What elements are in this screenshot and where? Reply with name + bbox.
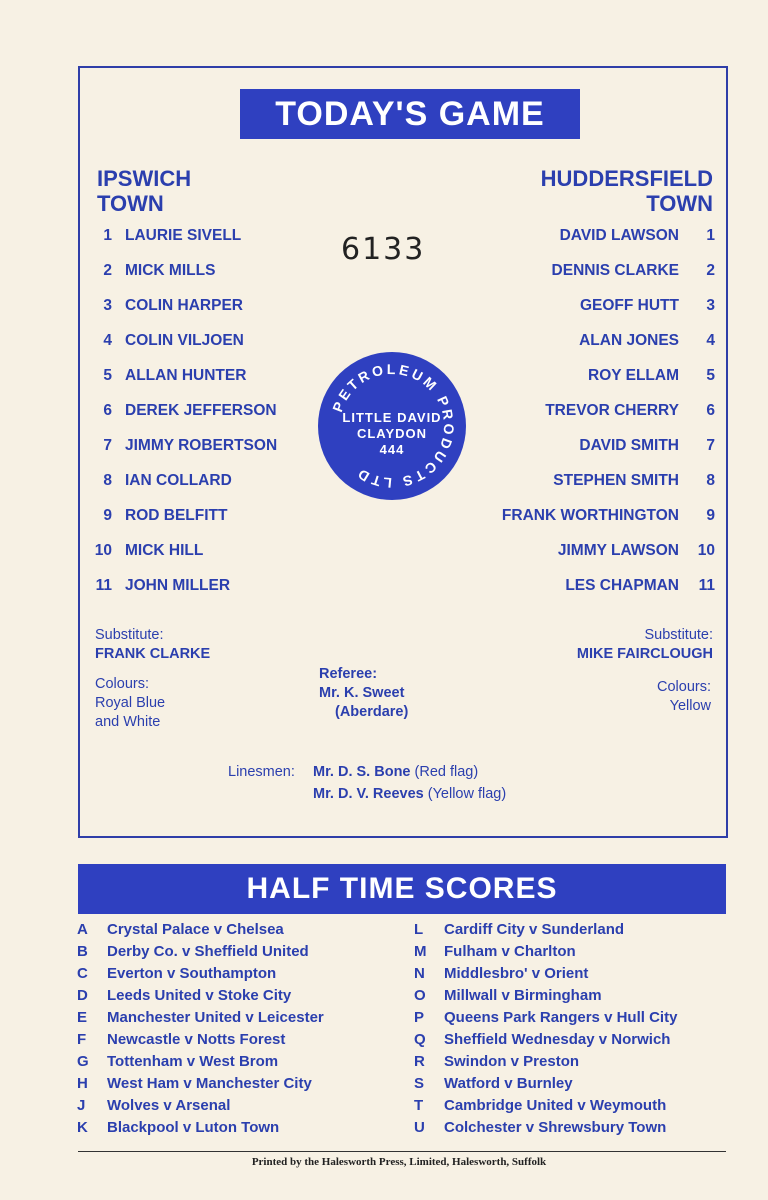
home-player-row — [90, 506, 350, 526]
fixture-letter: D — [77, 987, 88, 1004]
player-number: 11 — [95, 577, 112, 594]
player-name: COLIN HARPER — [125, 297, 243, 314]
player-name: DENNIS CLARKE — [551, 262, 679, 279]
player-number: 5 — [103, 367, 112, 384]
home-player-row — [90, 401, 350, 421]
player-number: 6 — [103, 402, 112, 419]
fixture-match: Swindon v Preston — [444, 1053, 580, 1070]
stamp-line1: LITTLE DAVID — [342, 410, 442, 425]
stamp-line2: CLAYDON — [356, 426, 428, 441]
player-name: TREVOR CHERRY — [545, 402, 679, 419]
player-number: 8 — [706, 472, 715, 489]
fixture-match: Manchester United v Leicester — [107, 1009, 324, 1026]
home-player-row — [90, 436, 350, 456]
fixture-letter: C — [77, 965, 88, 982]
player-name: MICK MILLS — [125, 262, 216, 279]
fixture-letter: K — [77, 1119, 88, 1136]
player-number: 10 — [94, 542, 112, 559]
fixture-match: Sheffield Wednesday v Norwich — [444, 1031, 671, 1048]
fixture-match: Cambridge United v Weymouth — [444, 1097, 667, 1114]
fixture-letter: N — [414, 965, 425, 982]
player-number: 11 — [698, 577, 715, 594]
player-number: 10 — [697, 542, 715, 559]
player-name: MICK HILL — [125, 542, 204, 559]
player-name: JIMMY LAWSON — [557, 542, 679, 559]
player-number: 1 — [103, 227, 112, 244]
away-substitute-name: MIKE FAIRCLOUGH — [576, 646, 713, 662]
away-colours-label: Colours: — [657, 679, 711, 695]
home-colours-line1: Royal Blue — [95, 695, 166, 711]
home-colours-line2: and White — [95, 714, 161, 730]
petroleum-stamp — [318, 352, 466, 500]
home-player-row — [90, 366, 350, 386]
player-name: GEOFF HUTT — [579, 297, 679, 314]
fixture-match: Crystal Palace v Chelsea — [107, 921, 284, 938]
fixture-letter: H — [77, 1075, 88, 1092]
home-team-name-line2: TOWN — [97, 191, 164, 216]
fixture-letter: M — [414, 943, 427, 960]
player-name: DEREK JEFFERSON — [125, 402, 277, 419]
away-team-name — [541, 166, 713, 216]
away-player-row — [415, 506, 715, 526]
referee-block — [319, 665, 408, 722]
fixture-letter: B — [77, 943, 88, 960]
printer-credit: Printed by the Halesworth Press, Limited, Halesworth, Suffolk — [251, 1156, 547, 1168]
fixture-match: Queens Park Rangers v Hull City — [444, 1009, 678, 1026]
away-player-row — [415, 226, 715, 246]
player-name: ALLAN HUNTER — [125, 367, 247, 384]
player-name: LES CHAPMAN — [565, 577, 679, 594]
fixture-match: Colchester v Shrewsbury Town — [444, 1119, 667, 1136]
player-name: COLIN VILJOEN — [125, 332, 244, 349]
home-colours — [95, 675, 165, 732]
away-player-row — [415, 576, 715, 596]
fixture-match: West Ham v Manchester City — [107, 1075, 312, 1092]
fixture-letter: J — [77, 1097, 86, 1114]
player-name: ROY ELLAM — [588, 367, 679, 384]
home-player-row — [90, 331, 350, 351]
fixture-letter: U — [414, 1119, 425, 1136]
fixture-letter: O — [414, 987, 426, 1004]
half-time-title: HALF TIME SCORES — [78, 864, 726, 914]
player-number: 2 — [706, 262, 715, 279]
player-number: 8 — [103, 472, 112, 489]
home-player-row — [90, 261, 350, 281]
linesman-1-name: Mr. D. S. Bone — [313, 764, 411, 780]
stamp-center — [318, 410, 466, 458]
away-substitute-label: Substitute: — [644, 627, 713, 643]
fixture-match: Watford v Burnley — [444, 1075, 573, 1092]
home-player-row — [90, 471, 350, 491]
away-team-name-line1: HUDDERSFIELD — [540, 166, 713, 191]
player-number: 4 — [706, 332, 715, 349]
player-number: 5 — [706, 367, 715, 384]
linesman-2 — [313, 785, 506, 804]
referee-name: Mr. K. Sweet — [319, 685, 405, 701]
away-player-row — [415, 261, 715, 281]
fixture-match: Everton v Southampton — [107, 965, 277, 982]
home-player-row — [90, 576, 350, 596]
linesman-2-name: Mr. D. V. Reeves — [313, 786, 424, 802]
player-name: IAN COLLARD — [125, 472, 232, 489]
home-player-row — [90, 296, 350, 316]
player-name: ROD BELFITT — [125, 507, 228, 524]
player-number: 3 — [706, 297, 715, 314]
stamp-ring-label: PETROLEUM PRODUCTS LTD — [329, 360, 458, 492]
linesman-2-flag: (Yellow flag) — [427, 786, 507, 802]
fixture-letter: G — [77, 1053, 89, 1070]
away-colours-line1: Yellow — [669, 698, 711, 714]
player-number: 2 — [103, 262, 112, 279]
fixture-letter: E — [77, 1009, 88, 1026]
fixture-letter: L — [414, 921, 424, 938]
home-player-row — [90, 226, 350, 246]
player-number: 9 — [103, 507, 112, 524]
home-player-row — [90, 541, 350, 561]
fixture-letter: R — [414, 1053, 425, 1070]
fixture-letter: T — [414, 1097, 424, 1114]
player-name: STEPHEN SMITH — [553, 472, 679, 489]
fixture-letter: P — [414, 1009, 425, 1026]
referee-label: Referee: — [319, 666, 378, 682]
stamp-line3: 444 — [379, 442, 405, 457]
footer-divider — [78, 1151, 726, 1152]
fixture-match: Tottenham v West Brom — [107, 1053, 279, 1070]
player-name: ALAN JONES — [579, 332, 679, 349]
away-player-row — [415, 296, 715, 316]
fixture-letter: Q — [414, 1031, 426, 1048]
player-number: 7 — [706, 437, 715, 454]
player-number: 4 — [103, 332, 112, 349]
away-substitute — [577, 626, 713, 664]
player-number: 6 — [706, 402, 715, 419]
player-number: 1 — [706, 227, 715, 244]
player-number: 7 — [103, 437, 112, 454]
player-number: 3 — [103, 297, 112, 314]
player-name: DAVID LAWSON — [559, 227, 679, 244]
linesman-1-flag: (Red flag) — [414, 764, 479, 780]
linesman-1 — [313, 763, 478, 782]
player-name: JIMMY ROBERTSON — [125, 437, 278, 454]
fixture-match: Fulham v Charlton — [444, 943, 576, 960]
fixture-letter: F — [77, 1031, 87, 1048]
away-colours — [657, 678, 711, 716]
fixture-match: Derby Co. v Sheffield United — [107, 943, 309, 960]
fixture-letter: S — [414, 1075, 425, 1092]
linesmen-label: Linesmen: — [228, 764, 295, 780]
fixture-match: Wolves v Arsenal — [107, 1097, 231, 1114]
away-player-row — [415, 331, 715, 351]
home-substitute-label: Substitute: — [95, 627, 164, 643]
fixture-letter: A — [77, 921, 88, 938]
home-team-name-line1: IPSWICH — [97, 166, 192, 191]
page-title: TODAY'S GAME — [240, 89, 580, 139]
fixture-match: Newcastle v Notts Forest — [107, 1031, 286, 1048]
player-name: DAVID SMITH — [579, 437, 679, 454]
fixture-match: Millwall v Birmingham — [444, 987, 602, 1004]
away-player-row — [415, 541, 715, 561]
fixture-match: Middlesbro' v Orient — [444, 965, 589, 982]
player-name: JOHN MILLER — [125, 577, 231, 594]
player-name: FRANK WORTHINGTON — [501, 507, 679, 524]
home-substitute-name: FRANK CLARKE — [95, 646, 211, 662]
fixture-match: Cardiff City v Sunderland — [444, 921, 625, 938]
handwritten-number: 6133 — [341, 232, 426, 267]
referee-town: (Aberdare) — [335, 704, 409, 720]
home-substitute — [95, 626, 210, 664]
fixture-match: Leeds United v Stoke City — [107, 987, 292, 1004]
home-colours-label: Colours: — [95, 676, 149, 692]
fixture-match: Blackpool v Luton Town — [107, 1119, 280, 1136]
home-team-name — [97, 166, 191, 216]
player-number: 9 — [706, 507, 715, 524]
away-team-name-line2: TOWN — [646, 191, 713, 216]
player-name: LAURIE SIVELL — [125, 227, 242, 244]
